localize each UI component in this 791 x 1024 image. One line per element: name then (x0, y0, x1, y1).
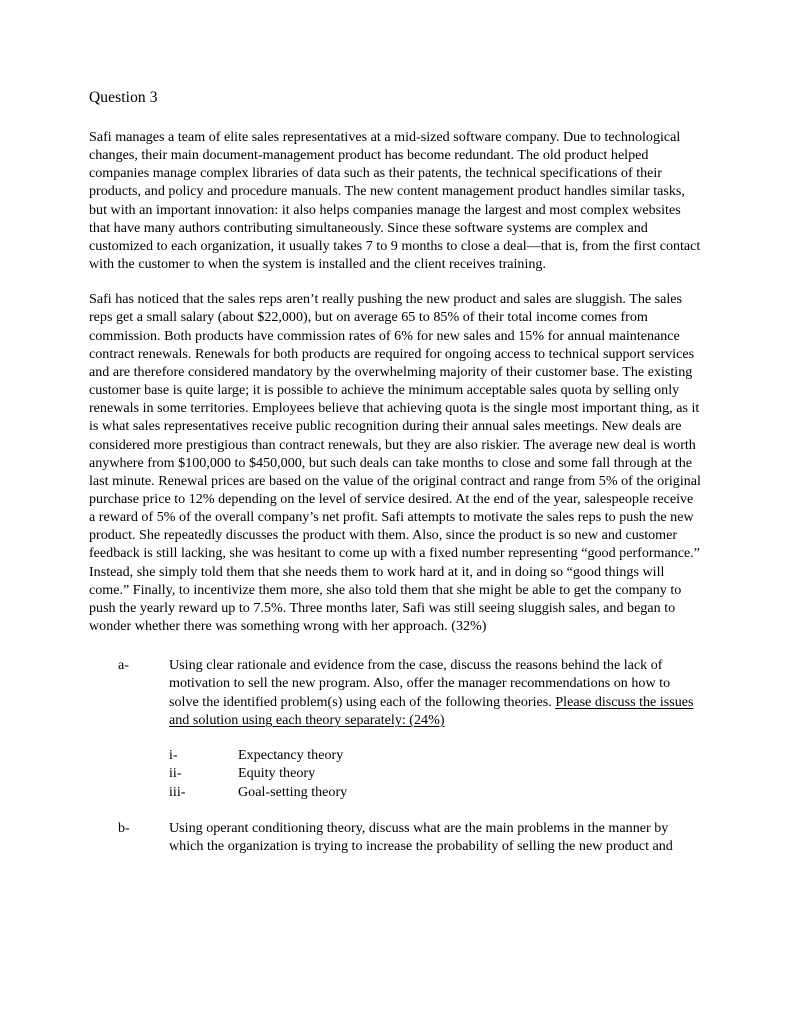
theory-item-goal-setting (169, 783, 701, 801)
document-content (89, 88, 701, 855)
theory-label-expectancy: Expectancy theory (238, 746, 344, 763)
question-item-b (118, 819, 701, 855)
theory-marker-i: i- (169, 746, 178, 763)
theory-marker-iii: iii- (169, 783, 186, 800)
question-a-text: Using clear rationale and evidence from the case, discuss the reasons behind the lack of motivation to sell the new program. Also, offer the manager recommendations on how to solve the identified problem(s) using each of the following theories. (169, 657, 671, 710)
question-b-text: Using operant conditioning theory, discuss what are the main problems in the manner by which the organization is trying to increase the probability of selling the new product and (169, 820, 673, 855)
theory-item-equity (169, 764, 701, 782)
case-paragraph-1: Safi manages a team of elite sales representatives at a mid-sized software company. Due to technological changes, their main document-management product has become redundant. The old product helped companies manage complex libraries of data such as their patents, the technical specifications of their products, and policy and procedure manuals. The new content management product handles similar tasks, but with an important innovation: it also helps companies manage the largest and most complex websites that have many authors contributing simultaneously. Since these software systems are complex and customized to each organization, it usually takes 7 to 9 months to close a deal—that is, from the first contact with the customer to when the system is installed and the client receives training. (89, 129, 701, 273)
question-a-underlined-text: Please discuss the issues and solution using each theory separately: (24%) (169, 693, 694, 728)
theory-sub-list (169, 746, 701, 801)
theory-label-goal-setting: Goal-setting theory (238, 783, 348, 800)
question-marker-b: b- (118, 820, 130, 837)
case-paragraph-2: Safi has noticed that the sales reps aren’t really pushing the new product and sales are sluggish. The sales reps get a small salary (about $22,000), but on average 65 to 85% of their total income comes from commission. Both products have commission rates of 6% for new sales and 15% for annual maintenance contract renewals. Renewals for both products are required for ongoing access to technical support services and are therefore considered mandatory by the overwhelming majority of their customer base. The existing customer base is quite large; it is possible to achieve the minimum acceptable sales quota by selling only renewals in some territories. Employees believe that achieving quota is the single most important thing, as it is what sales representatives receive public recognition during their annual sales meetings. New deals are considered more prestigious than contract renewals, but they are also riskier. The average new deal is worth anywhere from $100,000 to $450,000, but such deals can take months to close and some fall through at the last minute. Renewal prices are based on the value of the original contract and range from 5% of the original purchase price to 12% depending on the level of service desired. At the end of the year, salespeople receive a reward of 5% of the overall company’s net profit. Safi attempts to motivate the sales reps to push the new product. She repeatedly discusses the product with them. Also, since the product is so new and customer feedback is still lacking, she was hesitant to come up with a fixed number representing “good performance.” Instead, she simply told them that she needs them to work hard at it, and in doing so “good things will come.” Finally, to incentivize them more, she also told them that she might be able to get the company to push the yearly reward up to 7.5%. Three months later, Safi was still seeing sluggish sales, and began to wonder whether there was something wrong with her approach. (32%) (89, 291, 701, 635)
question-list (89, 656, 701, 855)
theory-label-equity: Equity theory (238, 765, 316, 782)
question-item-a (118, 656, 701, 801)
theory-marker-ii: ii- (169, 765, 182, 782)
theory-item-expectancy (169, 746, 701, 764)
question-marker-a: a- (118, 657, 129, 674)
page-title: Question 3 (89, 89, 158, 106)
